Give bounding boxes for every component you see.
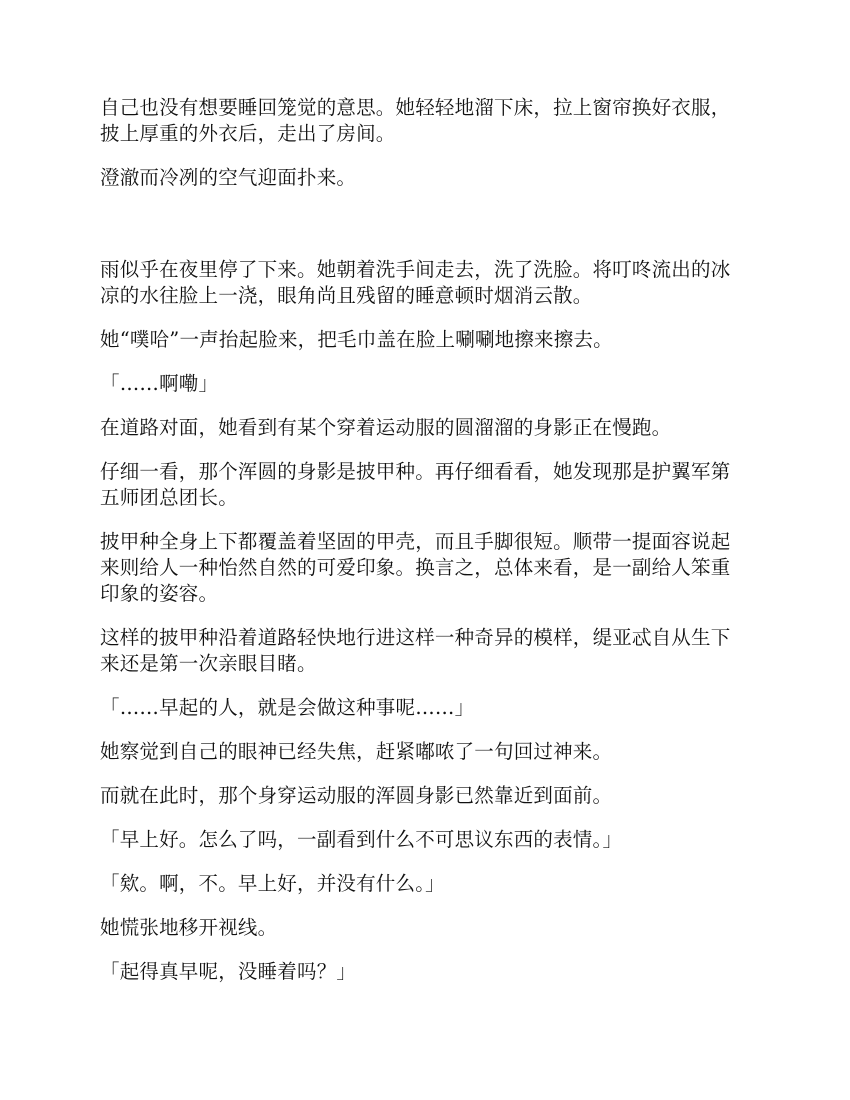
paragraph: 雨似乎在夜里停了下来。她朝着洗手间走去，洗了洗脸。将叮咚流出的冰凉的水往脸上一浇，眼角尚且残留的睡意顿时烟消云散。 — [100, 258, 731, 307]
document-page — [100, 95, 750, 1003]
dialogue-line: 「早上好。怎么了吗，一副看到什么不可思议东西的表情。」 — [100, 828, 623, 851]
dialogue-line: 「欸。啊，不。早上好，并没有什么。」 — [100, 872, 445, 895]
paragraph: 这样的披甲种沿着道路轻快地行进这样一种奇异的模样，缇亚忒自从生下来还是第一次亲眼目睹。 — [100, 626, 731, 675]
paragraph: 她察觉到自己的眼神已经失焦，赶紧嘟哝了一句回过神来。 — [100, 740, 613, 763]
paragraph: 她“噗哈”一声抬起脸来，把毛巾盖在脸上唰唰地擦来擦去。 — [100, 328, 613, 351]
dialogue-line: 「起得真早呢，没睡着吗？」 — [100, 960, 357, 983]
paragraph: 她慌张地移开视线。 — [100, 916, 278, 939]
paragraph: 仔细一看，那个浑圆的身影是披甲种。再仔细看看，她发现那是护翼军第五师团总团长。 — [100, 460, 731, 509]
paragraph: 自己也没有想要睡回笼觉的意思。她轻轻地溜下床，拉上窗帘换好衣服，披上厚重的外衣后，走出了房间。 — [100, 96, 731, 145]
paragraph: 而就在此时，那个身穿运动服的浑圆身影已然靠近到面前。 — [100, 784, 613, 807]
dialogue-line: 「……啊嘞」 — [100, 372, 219, 395]
dialogue-line: 「……早起的人，就是会做这种事呢……」 — [100, 696, 475, 719]
paragraph: 披甲种全身上下都覆盖着坚固的甲壳，而且手脚很短。顺带一提面容说起来则给人一种怡然自然的可爱印象。换言之，总体来看，是一副给人笨重印象的姿容。 — [100, 530, 731, 605]
paragraph: 澄澈而冷冽的空气迎面扑来。 — [100, 166, 357, 189]
section-break — [100, 209, 750, 257]
paragraph: 在道路对面，她看到有某个穿着运动服的圆溜溜的身影正在慢跑。 — [100, 416, 672, 439]
